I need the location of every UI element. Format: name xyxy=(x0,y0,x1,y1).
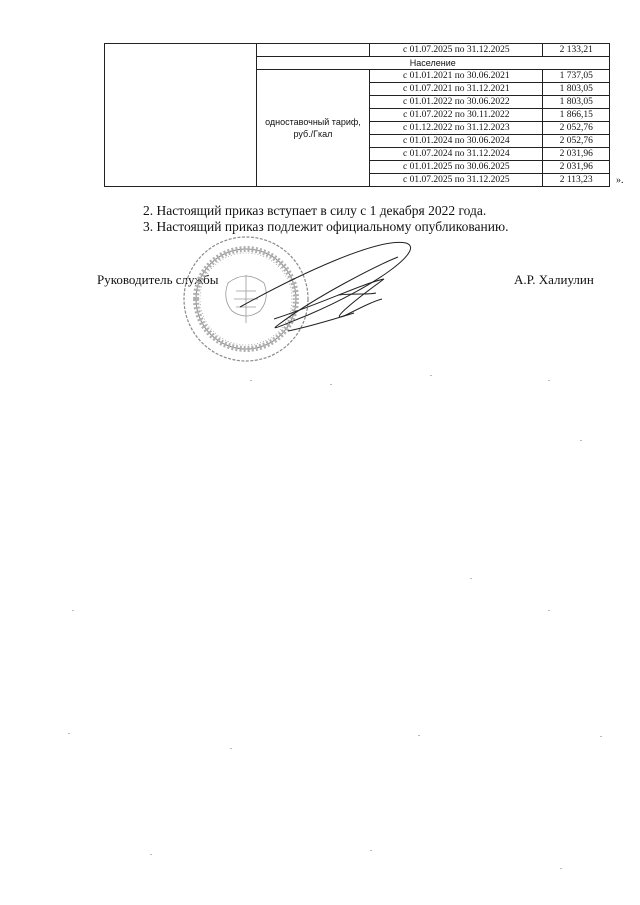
value-cell: 1 803,05 xyxy=(543,96,610,109)
scan-speck xyxy=(370,850,372,851)
paragraph-2: 2. Настоящий приказ вступает в силу с 1 декабря 2022 года. xyxy=(143,203,487,218)
scan-speck xyxy=(330,384,332,385)
value-cell: 2 113,23 xyxy=(543,174,610,187)
seal-stamp xyxy=(184,237,308,361)
scan-speck xyxy=(600,736,602,737)
scan-speck xyxy=(548,610,550,611)
official-seal-with-signature xyxy=(178,235,448,370)
scan-speck xyxy=(68,733,70,734)
scan-speck xyxy=(470,578,472,579)
value-cell: 1 737,05 xyxy=(543,70,610,83)
table-row xyxy=(105,44,610,57)
group-title: Население xyxy=(256,57,609,70)
period-cell: с 01.07.2021 по 31.12.2021 xyxy=(370,83,543,96)
value-cell: 2 052,76 xyxy=(543,122,610,135)
value-cell: 2 031,96 xyxy=(543,148,610,161)
scan-speck xyxy=(418,735,420,736)
closing-quote: ». xyxy=(616,175,624,186)
period-cell: с 01.01.2024 по 30.06.2024 xyxy=(370,135,543,148)
period-cell: с 01.01.2021 по 30.06.2021 xyxy=(370,70,543,83)
period-cell: с 01.07.2025 по 31.12.2025 xyxy=(370,44,543,57)
value-cell: 1 803,05 xyxy=(543,83,610,96)
period-cell: с 01.07.2025 по 31.12.2025 xyxy=(370,174,543,187)
paragraph-3: 3. Настоящий приказ подлежит официальному опубликованию. xyxy=(143,219,509,234)
signatory-name: А.Р. Халиулин xyxy=(514,272,594,287)
period-cell: с 01.12.2022 по 31.12.2023 xyxy=(370,122,543,135)
scan-speck xyxy=(72,610,74,611)
value-cell: 1 866,15 xyxy=(543,109,610,122)
scan-speck xyxy=(230,748,232,749)
value-cell: 2 133,21 xyxy=(543,44,610,57)
scan-speck xyxy=(580,440,582,441)
period-cell: с 01.01.2022 по 30.06.2022 xyxy=(370,96,543,109)
tariff-table xyxy=(104,43,610,187)
scan-speck xyxy=(548,380,550,381)
empty-left-column xyxy=(105,44,257,187)
empty-cell xyxy=(256,44,370,57)
value-cell: 2 052,76 xyxy=(543,135,610,148)
signatory-title: Руководитель службы xyxy=(97,272,219,287)
scan-speck xyxy=(430,375,432,376)
scan-speck xyxy=(560,868,562,869)
scan-speck xyxy=(150,854,152,855)
scan-speck xyxy=(250,380,252,381)
period-cell: с 01.01.2025 по 30.06.2025 xyxy=(370,161,543,174)
period-cell: с 01.07.2024 по 31.12.2024 xyxy=(370,148,543,161)
period-cell: с 01.07.2022 по 30.11.2022 xyxy=(370,109,543,122)
value-cell: 2 031,96 xyxy=(543,161,610,174)
tariff-label: одноставочный тариф, руб./Гкал xyxy=(256,70,370,187)
